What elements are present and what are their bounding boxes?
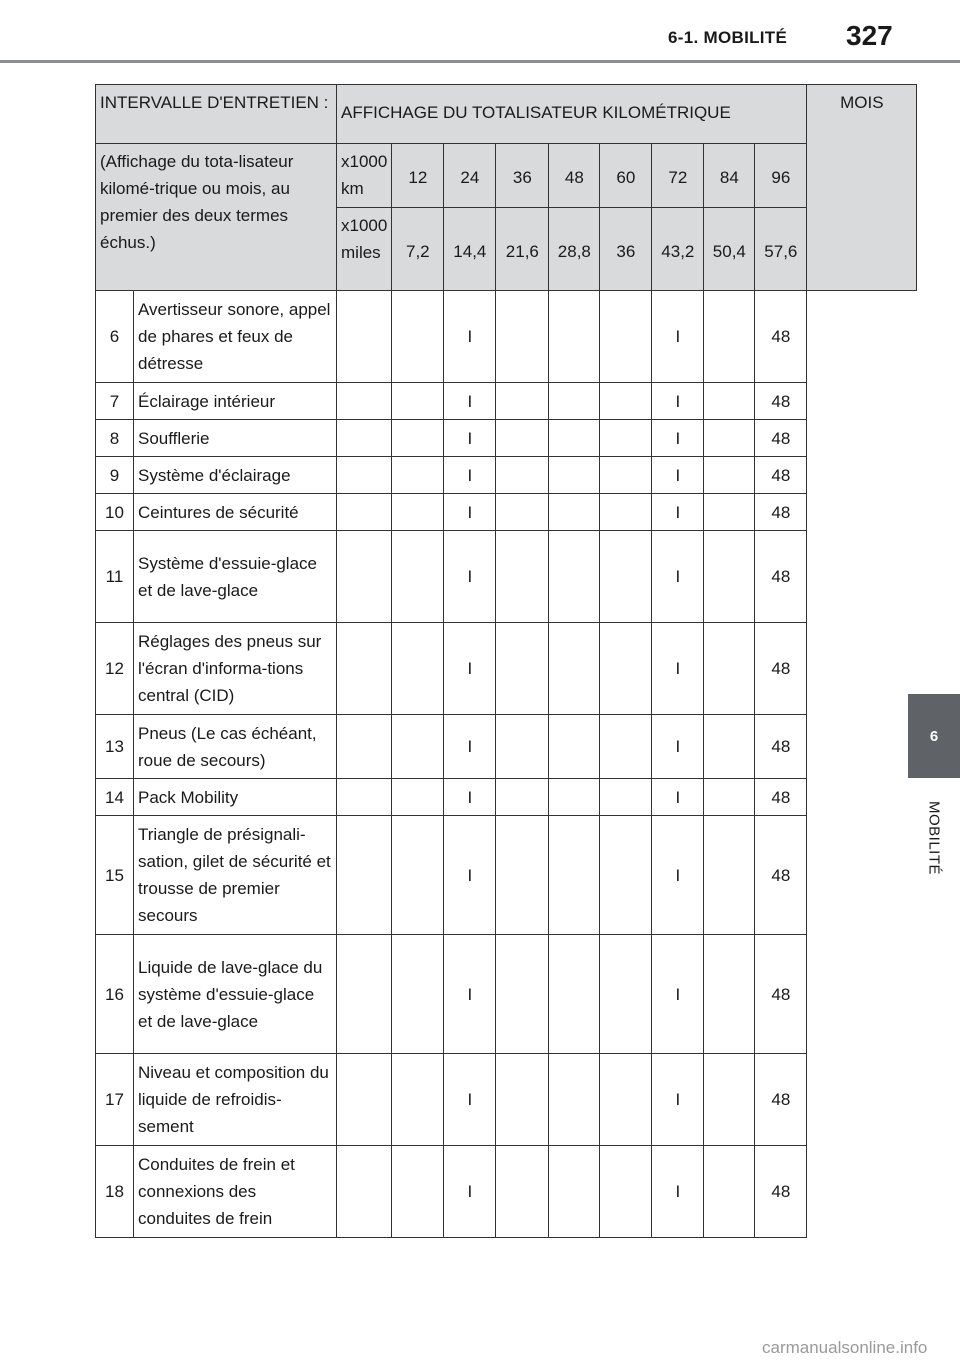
miles-value: 7,2 (406, 241, 430, 261)
km-value-cell (755, 144, 807, 208)
row-item: Réglages des pneus sur l'écran d'informa-tions central (CID) (138, 632, 322, 705)
interval-96-cell (704, 623, 755, 715)
interval-12-cell (337, 291, 392, 383)
interval-96-cell (704, 816, 755, 935)
row-months: 48 (771, 567, 791, 586)
row-number: 17 (105, 1090, 124, 1109)
interval-84-mark: I (675, 465, 681, 485)
interval-36-mark-cell (444, 494, 496, 531)
interval-72-cell (600, 1054, 652, 1146)
interval-12-cell (337, 494, 392, 531)
interval-84-mark-cell (652, 715, 704, 779)
odometer-label-cell (337, 85, 807, 144)
row-item: Triangle de présignali-sation, gilet de sécurité et trousse de premier secours (138, 825, 331, 925)
km-value-cell (600, 144, 652, 208)
interval-60-cell (549, 420, 600, 457)
row-months-cell (755, 457, 807, 494)
interval-48-cell (496, 383, 549, 420)
interval-24-cell (392, 1054, 444, 1146)
interval-24-cell (392, 420, 444, 457)
interval-84-mark-cell (652, 816, 704, 935)
interval-96-cell (704, 715, 755, 779)
interval-48-cell (496, 779, 549, 816)
interval-60-cell (549, 623, 600, 715)
interval-84-mark: I (675, 567, 681, 586)
interval-label: INTERVALLE D'ENTRETIEN : (100, 93, 329, 112)
interval-96-cell (704, 531, 755, 623)
table-row (96, 779, 917, 816)
interval-36-mark-cell (444, 935, 496, 1054)
row-months-cell (755, 715, 807, 779)
miles-unit-label: x1000 miles (341, 216, 388, 262)
interval-note: (Affichage du tota-lisateur kilomé-trique ou mois, au premier des deux termes échus.) (100, 152, 294, 252)
interval-36-mark-cell (444, 1054, 496, 1146)
row-item: Soufflerie (138, 428, 210, 448)
miles-value: 50,4 (712, 241, 746, 261)
row-item: Ceintures de sécurité (138, 502, 299, 522)
row-item-cell (134, 715, 337, 779)
odometer-label: AFFICHAGE DU TOTALISATEUR KILOMÉTRIQUE (341, 103, 731, 122)
interval-36-mark: I (467, 787, 473, 807)
interval-72-cell (600, 779, 652, 816)
row-item-cell (134, 935, 337, 1054)
interval-84-mark: I (675, 787, 681, 807)
interval-84-mark: I (675, 327, 681, 346)
interval-24-cell (392, 715, 444, 779)
row-number-cell (96, 531, 134, 623)
interval-84-mark-cell (652, 383, 704, 420)
interval-36-mark: I (467, 428, 473, 448)
row-item: Pack Mobility (138, 787, 239, 807)
row-number: 18 (105, 1182, 124, 1201)
interval-36-mark: I (467, 865, 473, 885)
interval-84-mark-cell (652, 494, 704, 531)
table-row (96, 420, 917, 457)
table-row (96, 383, 917, 420)
interval-24-cell (392, 1146, 444, 1238)
months-label: MOIS (840, 93, 884, 112)
interval-72-cell (600, 383, 652, 420)
row-months-cell (755, 291, 807, 383)
interval-36-mark-cell (444, 457, 496, 494)
row-item: Liquide de lave-glace du système d'essuie-glace et de lave-glace (138, 957, 323, 1031)
miles-value-cell (549, 208, 600, 291)
interval-24-cell (392, 935, 444, 1054)
row-number: 7 (109, 391, 120, 411)
row-number: 9 (109, 465, 120, 485)
interval-60-cell (549, 715, 600, 779)
table-row (96, 715, 917, 779)
km-value: 72 (668, 168, 688, 187)
interval-96-cell (704, 1054, 755, 1146)
row-item-cell (134, 623, 337, 715)
interval-84-mark-cell (652, 623, 704, 715)
row-months: 48 (771, 1090, 791, 1109)
interval-12-cell (337, 1146, 392, 1238)
miles-value: 21,6 (505, 241, 539, 261)
row-item: Avertisseur sonore, appel de phares et feux de détresse (138, 300, 331, 373)
row-item-cell (134, 383, 337, 420)
interval-36-mark: I (467, 737, 473, 756)
km-value-cell (496, 144, 549, 208)
interval-36-mark-cell (444, 1146, 496, 1238)
table-row (96, 291, 917, 383)
interval-48-cell (496, 1054, 549, 1146)
interval-36-mark: I (467, 1090, 473, 1109)
interval-84-mark-cell (652, 291, 704, 383)
km-value: 48 (564, 168, 584, 187)
interval-12-cell (337, 457, 392, 494)
miles-value-cell (444, 208, 496, 291)
interval-36-mark-cell (444, 383, 496, 420)
km-value-cell (444, 144, 496, 208)
row-number-cell (96, 291, 134, 383)
header-divider (0, 60, 960, 63)
row-months: 48 (771, 787, 791, 807)
interval-36-mark-cell (444, 623, 496, 715)
km-value: 60 (616, 168, 636, 187)
row-months-cell (755, 383, 807, 420)
row-months-cell (755, 623, 807, 715)
interval-84-mark-cell (652, 420, 704, 457)
km-value: 12 (408, 168, 428, 187)
row-item-cell (134, 457, 337, 494)
interval-24-cell (392, 816, 444, 935)
row-months: 48 (771, 865, 791, 885)
row-months-cell (755, 779, 807, 816)
row-item-cell (134, 1146, 337, 1238)
row-months-cell (755, 1146, 807, 1238)
chapter-tab-number: 6 (929, 727, 939, 745)
interval-84-mark-cell (652, 531, 704, 623)
interval-12-cell (337, 1054, 392, 1146)
note-cell (96, 144, 337, 291)
row-item-cell (134, 1054, 337, 1146)
interval-12-cell (337, 935, 392, 1054)
km-value-cell (652, 144, 704, 208)
row-number-cell (96, 457, 134, 494)
table-row (96, 623, 917, 715)
interval-36-mark: I (467, 502, 473, 522)
interval-24-cell (392, 531, 444, 623)
interval-84-mark: I (675, 391, 681, 411)
km-unit-label: x1000 km (341, 152, 388, 198)
row-item: Système d'éclairage (138, 465, 291, 485)
maintenance-table (95, 84, 917, 1238)
interval-60-cell (549, 383, 600, 420)
interval-60-cell (549, 291, 600, 383)
interval-72-cell (600, 816, 652, 935)
header-row-interval (96, 85, 917, 144)
interval-84-mark-cell (652, 1054, 704, 1146)
row-months-cell (755, 1054, 807, 1146)
interval-24-cell (392, 623, 444, 715)
row-number-cell (96, 494, 134, 531)
row-item-cell (134, 494, 337, 531)
interval-84-mark: I (675, 737, 681, 756)
miles-value-cell (600, 208, 652, 291)
row-months: 48 (771, 465, 791, 485)
page-number: 327 (846, 20, 893, 51)
table-row (96, 935, 917, 1054)
interval-36-mark: I (467, 659, 473, 678)
interval-60-cell (549, 935, 600, 1054)
miles-value-cell (704, 208, 755, 291)
interval-84-mark-cell (652, 1146, 704, 1238)
interval-60-cell (549, 779, 600, 816)
row-number-cell (96, 816, 134, 935)
interval-12-cell (337, 623, 392, 715)
km-value-cell (704, 144, 755, 208)
interval-60-cell (549, 1146, 600, 1238)
interval-36-mark: I (467, 984, 473, 1004)
miles-value: 36 (616, 241, 636, 261)
interval-72-cell (600, 291, 652, 383)
interval-36-mark: I (467, 1182, 473, 1201)
interval-72-cell (600, 1146, 652, 1238)
row-item: Conduites de frein et connexions des conduites de frein (138, 1155, 295, 1228)
interval-84-mark-cell (652, 935, 704, 1054)
row-number-cell (96, 715, 134, 779)
interval-24-cell (392, 383, 444, 420)
interval-84-mark: I (675, 428, 681, 448)
row-number: 15 (105, 865, 124, 885)
row-number: 14 (105, 787, 124, 807)
interval-12-cell (337, 779, 392, 816)
interval-96-cell (704, 457, 755, 494)
interval-label-cell (96, 85, 337, 144)
interval-36-mark-cell (444, 291, 496, 383)
interval-60-cell (549, 1054, 600, 1146)
interval-48-cell (496, 1146, 549, 1238)
miles-value: 28,8 (557, 241, 591, 261)
row-number-cell (96, 779, 134, 816)
row-months: 48 (771, 391, 791, 411)
row-number-cell (96, 1146, 134, 1238)
header-row-km (96, 144, 917, 208)
interval-12-cell (337, 420, 392, 457)
row-months: 48 (771, 327, 791, 346)
interval-84-mark: I (675, 1182, 681, 1201)
chapter-tab-label: MOBILITÉ (925, 800, 943, 876)
section-title: 6-1. MOBILITÉ (668, 28, 788, 47)
interval-12-cell (337, 383, 392, 420)
km-value: 96 (771, 168, 791, 187)
interval-72-cell (600, 457, 652, 494)
interval-36-mark: I (467, 567, 473, 586)
interval-48-cell (496, 291, 549, 383)
interval-36-mark-cell (444, 779, 496, 816)
interval-96-cell (704, 779, 755, 816)
table-row (96, 457, 917, 494)
row-months-cell (755, 420, 807, 457)
miles-value-cell (496, 208, 549, 291)
interval-84-mark-cell (652, 457, 704, 494)
row-item-cell (134, 531, 337, 623)
row-months: 48 (771, 659, 791, 678)
row-number-cell (96, 1054, 134, 1146)
interval-72-cell (600, 935, 652, 1054)
months-header-cell (807, 85, 917, 291)
interval-60-cell (549, 816, 600, 935)
row-months-cell (755, 531, 807, 623)
interval-24-cell (392, 291, 444, 383)
table-row (96, 531, 917, 623)
interval-48-cell (496, 816, 549, 935)
table-row (96, 1146, 917, 1238)
interval-96-cell (704, 383, 755, 420)
interval-12-cell (337, 715, 392, 779)
row-months: 48 (771, 1182, 791, 1201)
row-months: 48 (771, 502, 791, 522)
interval-96-cell (704, 420, 755, 457)
interval-96-cell (704, 494, 755, 531)
interval-48-cell (496, 420, 549, 457)
interval-84-mark: I (675, 865, 681, 885)
row-months-cell (755, 816, 807, 935)
interval-60-cell (549, 494, 600, 531)
row-item-cell (134, 420, 337, 457)
interval-36-mark-cell (444, 816, 496, 935)
interval-48-cell (496, 531, 549, 623)
km-value-cell (549, 144, 600, 208)
interval-24-cell (392, 457, 444, 494)
row-number: 16 (105, 984, 124, 1004)
interval-48-cell (496, 457, 549, 494)
interval-24-cell (392, 779, 444, 816)
km-value: 84 (719, 168, 739, 187)
table-row (96, 816, 917, 935)
interval-36-mark: I (467, 465, 473, 485)
interval-96-cell (704, 935, 755, 1054)
row-item: Système d'essuie-glace et de lave-glace (138, 553, 317, 600)
interval-36-mark: I (467, 327, 473, 346)
miles-value-cell (755, 208, 807, 291)
row-number: 11 (105, 567, 124, 586)
interval-72-cell (600, 531, 652, 623)
row-number: 8 (109, 428, 120, 448)
row-number: 12 (105, 659, 124, 678)
row-number-cell (96, 420, 134, 457)
row-item-cell (134, 779, 337, 816)
interval-48-cell (496, 494, 549, 531)
row-months: 48 (771, 737, 791, 756)
interval-84-mark: I (675, 659, 681, 678)
interval-36-mark: I (467, 391, 473, 411)
interval-60-cell (549, 457, 600, 494)
row-number: 6 (109, 327, 120, 346)
interval-36-mark-cell (444, 715, 496, 779)
row-number: 10 (105, 502, 124, 522)
interval-24-cell (392, 494, 444, 531)
interval-84-mark-cell (652, 779, 704, 816)
row-item: Pneus (Le cas échéant, roue de secours) (138, 723, 317, 770)
interval-72-cell (600, 623, 652, 715)
miles-value: 14,4 (453, 241, 487, 261)
row-months-cell (755, 494, 807, 531)
row-months: 48 (771, 428, 791, 448)
row-number: 13 (105, 737, 124, 756)
interval-48-cell (496, 715, 549, 779)
interval-96-cell (704, 1146, 755, 1238)
miles-value: 57,6 (764, 241, 798, 261)
row-months-cell (755, 935, 807, 1054)
interval-72-cell (600, 715, 652, 779)
row-number-cell (96, 383, 134, 420)
miles-value-cell (392, 208, 444, 291)
km-value: 36 (512, 168, 532, 187)
interval-84-mark: I (675, 984, 681, 1004)
row-item-cell (134, 291, 337, 383)
footer-watermark: carmanualsonline.info (762, 1338, 928, 1357)
km-value: 24 (460, 168, 480, 187)
row-months: 48 (771, 984, 791, 1004)
row-item: Éclairage intérieur (138, 391, 276, 411)
interval-48-cell (496, 623, 549, 715)
km-unit-cell (337, 144, 392, 208)
interval-36-mark-cell (444, 420, 496, 457)
miles-value: 43,2 (661, 241, 695, 261)
table-row (96, 1054, 917, 1146)
row-item: Niveau et composition du liquide de refroidis-sement (138, 1063, 329, 1136)
interval-84-mark: I (675, 502, 681, 522)
interval-60-cell (549, 531, 600, 623)
interval-72-cell (600, 420, 652, 457)
row-number-cell (96, 935, 134, 1054)
interval-96-cell (704, 291, 755, 383)
interval-12-cell (337, 816, 392, 935)
interval-72-cell (600, 494, 652, 531)
miles-value-cell (652, 208, 704, 291)
interval-84-mark: I (675, 1090, 681, 1109)
row-item-cell (134, 816, 337, 935)
interval-12-cell (337, 531, 392, 623)
table-row (96, 494, 917, 531)
miles-unit-cell (337, 208, 392, 291)
interval-48-cell (496, 935, 549, 1054)
row-number-cell (96, 623, 134, 715)
interval-36-mark-cell (444, 531, 496, 623)
km-value-cell (392, 144, 444, 208)
